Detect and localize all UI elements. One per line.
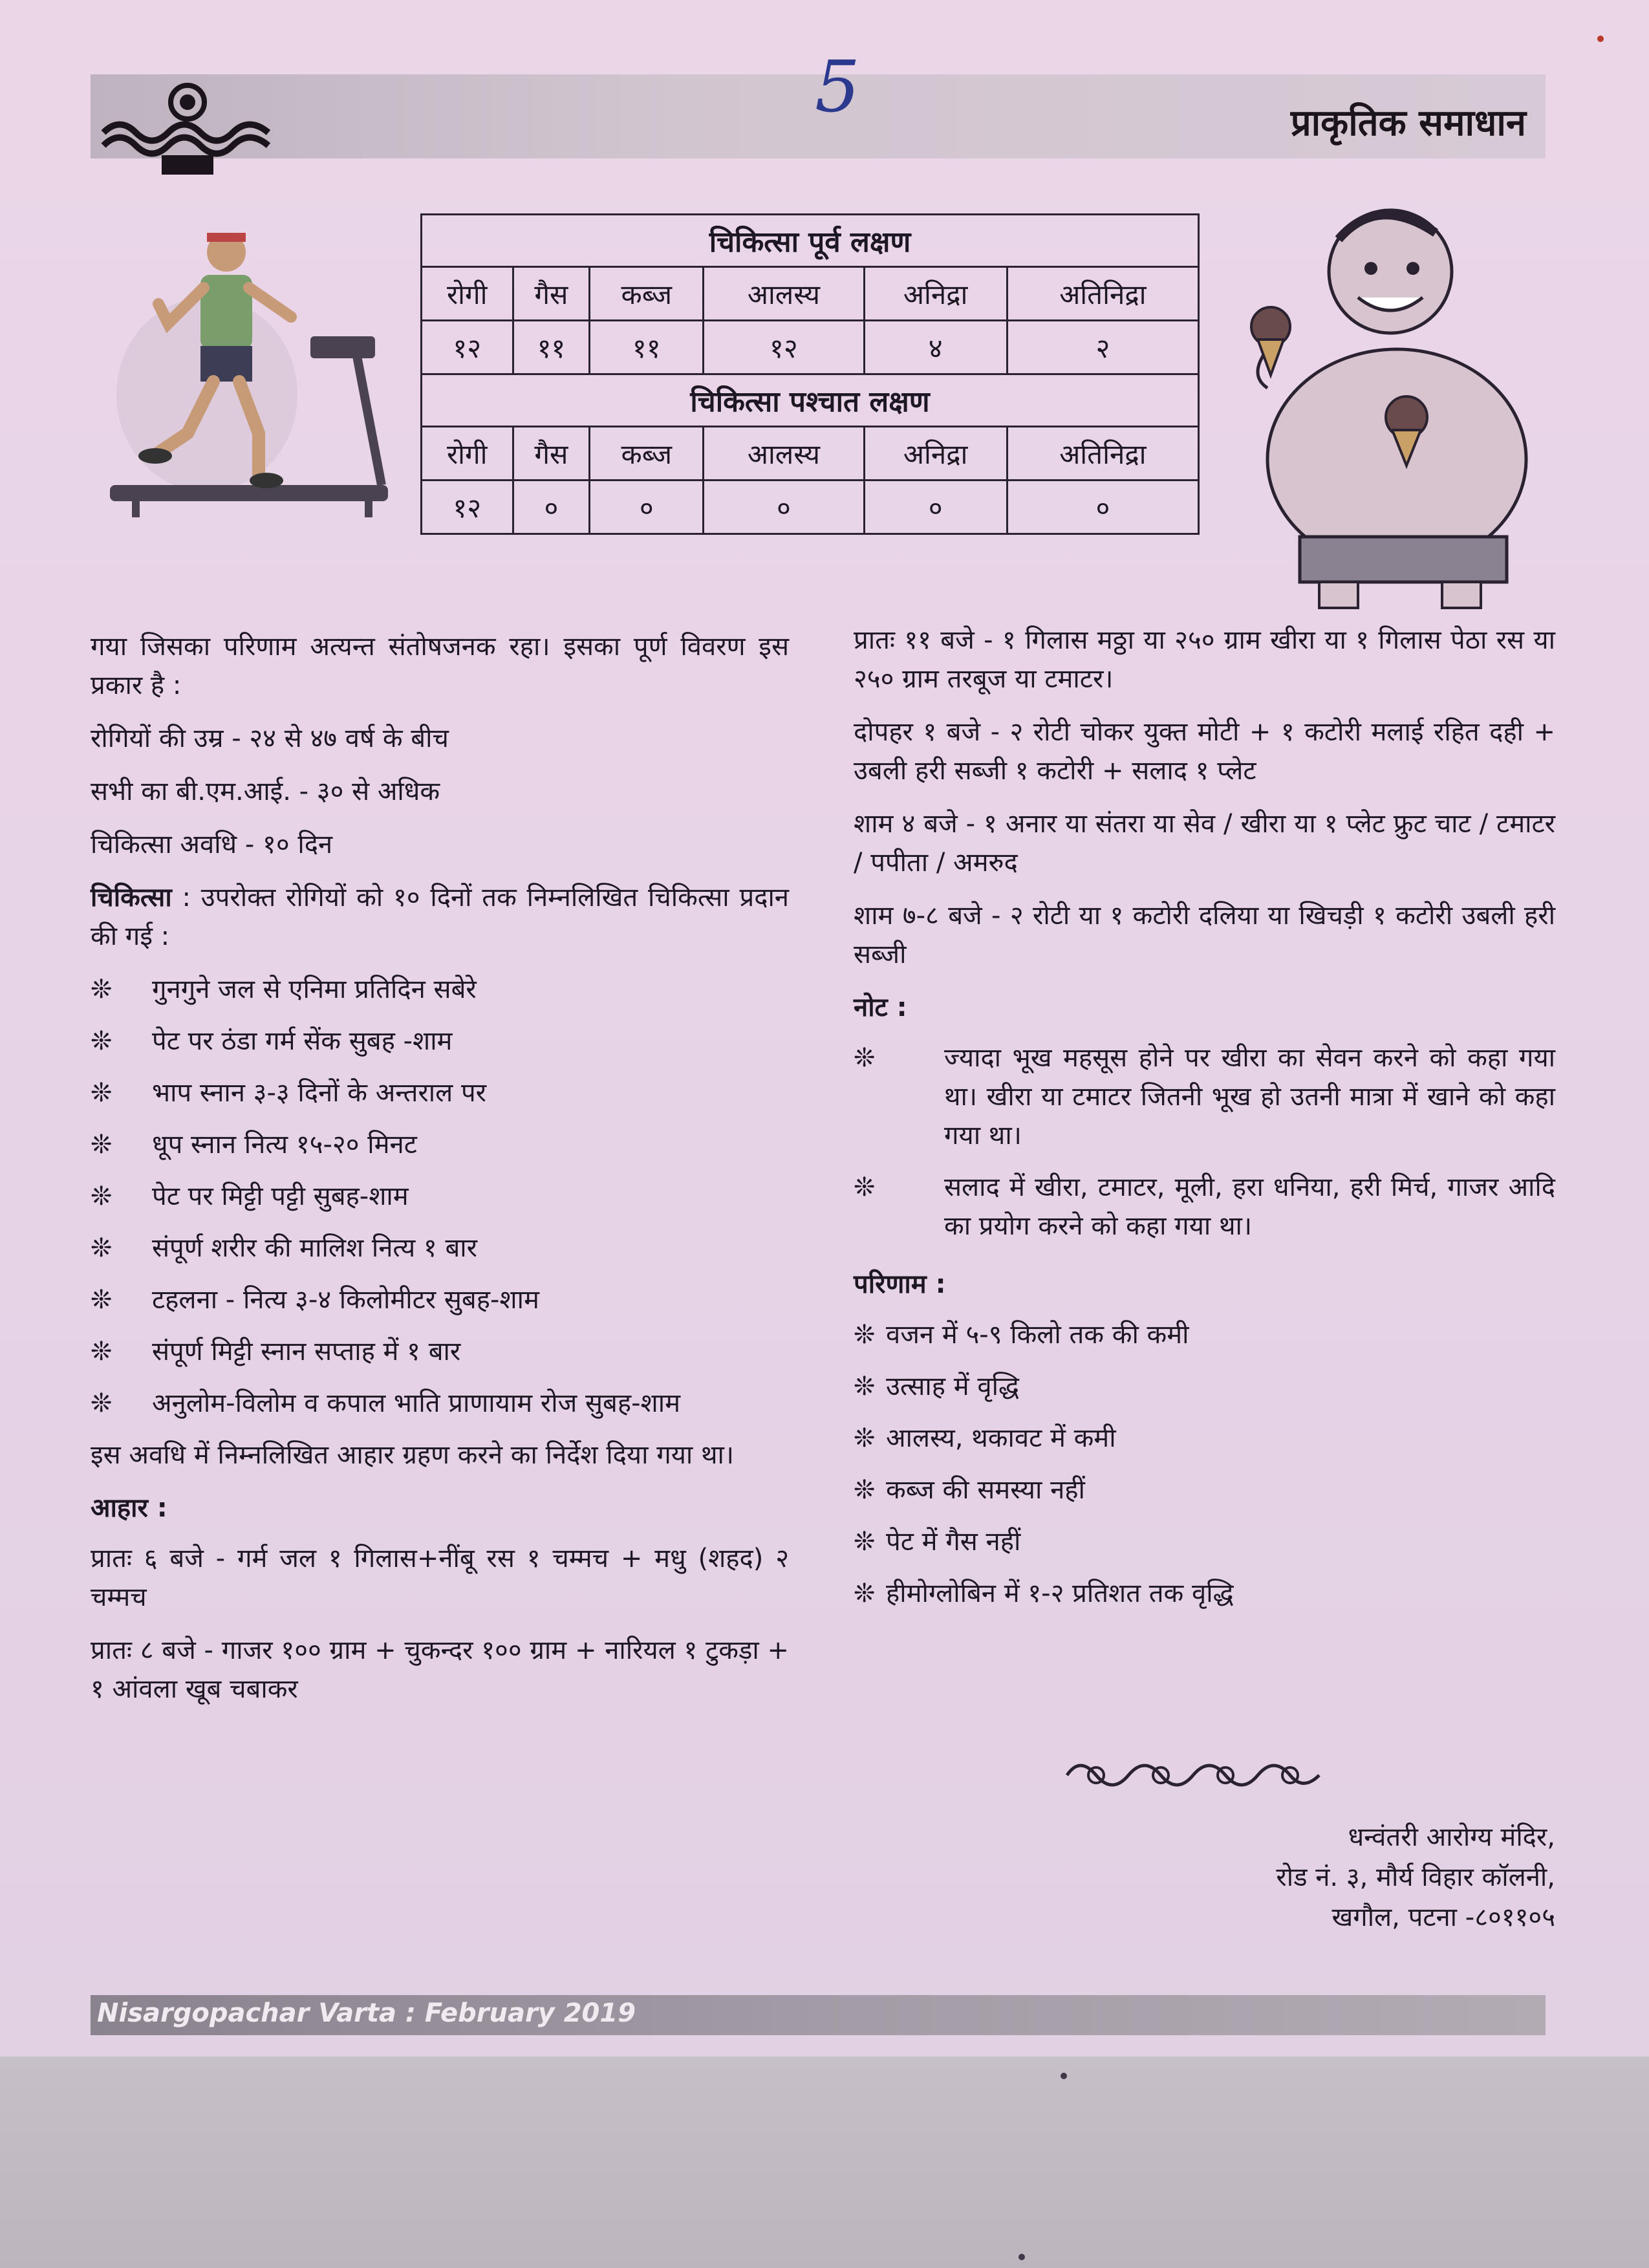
list-item	[91, 1125, 789, 1164]
treadmill-runner-illustration	[97, 226, 407, 524]
diet-7pm: शाम ७-८ बजे - २ रोटी या १ कटोरी दलिया या खिचड़ी १ कटोरी उबली हरी सब्जी	[854, 901, 1555, 969]
value-cell: ०	[513, 481, 590, 534]
value-cell: ०	[704, 481, 864, 534]
value-cell: १२	[422, 321, 513, 374]
result-item	[854, 1315, 1555, 1354]
asterisk-icon: ❊	[854, 1579, 876, 1608]
header-cell: आलस्य	[704, 427, 864, 481]
diet-heading: आहार :	[91, 1493, 167, 1523]
value-cell: १२	[704, 321, 864, 374]
asterisk-icon: ❊	[91, 1026, 113, 1056]
address-line: खगौल, पटना -८०११०५	[1331, 1903, 1555, 1932]
address-block	[1276, 1817, 1555, 1938]
header-cell: अतिनिद्रा	[1007, 267, 1198, 321]
section-title: प्राकृतिक समाधान	[1290, 102, 1526, 144]
list-item-text: संपूर्ण शरीर की मालिश नित्य १ बार	[152, 1233, 478, 1263]
scan-speck	[1597, 36, 1604, 42]
asterisk-icon: ❊	[854, 1423, 876, 1453]
list-item-text: पेट पर मिट्टी पट्टी सुबह-शाम	[152, 1182, 409, 1211]
list-item-text: पेट पर ठंडा गर्म सेंक सुबह -शाम	[152, 1026, 453, 1056]
value-cell: ०	[1007, 481, 1198, 534]
note-heading: नोट :	[854, 993, 907, 1022]
asterisk-icon: ❊	[854, 1475, 876, 1505]
asterisk-icon: ❊	[91, 1182, 113, 1211]
value-cell: ११	[590, 321, 704, 374]
value-cell: ४	[864, 321, 1007, 374]
asterisk-icon: ❊	[854, 1320, 876, 1350]
header-cell: गैस	[513, 267, 590, 321]
list-item	[91, 1384, 789, 1423]
ornamental-divider-icon	[1061, 1746, 1345, 1804]
asterisk-icon: ❊	[91, 1337, 113, 1366]
bmi-line: सभी का बी.एम.आई. - ३० से अधिक	[91, 777, 440, 806]
list-item	[91, 1229, 789, 1268]
overweight-man-cartoon-illustration	[1229, 200, 1552, 614]
scanner-bed-strip	[0, 2057, 1649, 2268]
value-cell: ०	[864, 481, 1007, 534]
duration-line: चिकित्सा अवधि - १० दिन	[91, 830, 333, 859]
list-item-text: संपूर्ण मिट्टी स्नान सप्ताह में १ बार	[152, 1337, 461, 1366]
asterisk-icon: ❊	[854, 1527, 876, 1557]
table-caption-after: चिकित्सा पश्चात लक्षण	[422, 374, 1199, 427]
diet-4pm: शाम ४ बजे - १ अनार या संतरा या सेव / खीरा या १ प्लेट फ्रुट चाट / टमाटर / पपीता / अमरुद	[854, 809, 1555, 878]
header-cell: अनिद्रा	[864, 267, 1007, 321]
asterisk-icon: ❊	[854, 1043, 876, 1073]
footer-magazine-title: Nisargopachar Varta : February 2019	[97, 1998, 636, 2028]
result-item	[854, 1522, 1555, 1561]
header-cell: गैस	[513, 427, 590, 481]
list-item	[91, 1177, 789, 1216]
table-header-row	[422, 427, 1199, 481]
table-row-after	[422, 481, 1199, 534]
asterisk-icon: ❊	[91, 1078, 113, 1108]
handwritten-page-number: 5	[815, 45, 860, 128]
table-caption-before: चिकित्सा पूर्व लक्षण	[422, 215, 1199, 267]
asterisk-icon: ❊	[854, 1172, 876, 1202]
header-cell: कब्ज	[590, 267, 704, 321]
result-text: कब्ज की समस्या नहीं	[886, 1475, 1085, 1505]
right-column	[854, 621, 1555, 1626]
list-item-text: अनुलोम-विलोम व कपाल भाति प्राणायाम रोज सुबह-शाम	[152, 1388, 680, 1418]
list-item	[91, 1280, 789, 1319]
list-item	[91, 970, 789, 1009]
note-item	[854, 1039, 1555, 1155]
result-text: पेट में गैस नहीं	[886, 1527, 1021, 1557]
header-cell: आलस्य	[704, 267, 864, 321]
header-cell: रोगी	[422, 267, 513, 321]
result-text: उत्साह में वृद्धि	[886, 1372, 1019, 1401]
value-cell: १२	[422, 481, 513, 534]
therapy-paragraph	[91, 878, 789, 956]
list-item	[91, 1074, 789, 1112]
table-row-before	[422, 321, 1199, 374]
list-item-text: टहलना - नित्य ३-४ किलोमीटर सुबह-शाम	[152, 1285, 539, 1315]
result-text: आलस्य, थकावट में कमी	[886, 1423, 1116, 1453]
header-cell: कब्ज	[590, 427, 704, 481]
therapy-label: चिकित्सा	[91, 883, 172, 913]
result-text: हीमोग्लोबिन में १-२ प्रतिशत तक वृद्धि	[886, 1579, 1234, 1608]
sun-waves-logo-icon	[97, 71, 278, 181]
left-column	[91, 627, 789, 1723]
result-text: वजन में ५-९ किलो तक की कमी	[886, 1320, 1189, 1350]
asterisk-icon: ❊	[91, 975, 113, 1004]
result-item	[854, 1419, 1555, 1458]
header-cell: अनिद्रा	[864, 427, 1007, 481]
result-item	[854, 1471, 1555, 1509]
list-item-text: गुनगुने जल से एनिमा प्रतिदिन सबेरे	[152, 975, 477, 1004]
diet-8am: प्रातः ८ बजे - गाजर १०० ग्राम + चुकन्दर १०० ग्राम + नारियल १ टुकड़ा + १ आंवला खूब चबाकर	[91, 1636, 789, 1704]
table-header-row	[422, 267, 1199, 321]
list-item-text: धूप स्नान नित्य १५-२० मिनट	[152, 1130, 417, 1160]
diet-1pm: दोपहर १ बजे - २ रोटी चोकर युक्त मोटी + १ कटोरी मलाई रहित दही + उबली हरी सब्जी १ कटोरी + सलाद १ प्लेट	[854, 717, 1555, 786]
asterisk-icon: ❊	[854, 1372, 876, 1401]
scan-speck	[1061, 2073, 1067, 2079]
asterisk-icon: ❊	[91, 1388, 113, 1418]
result-heading: परिणाम :	[854, 1269, 946, 1299]
age-line: रोगियों की उम्र - २४ से ४७ वर्ष के बीच	[91, 724, 449, 753]
diet-11am: प्रातः ११ बजे - १ गिलास मठ्ठा या २५० ग्राम खीरा या १ गिलास पेठा रस या २५० ग्राम तरबूज या टमाटर।	[854, 625, 1555, 694]
asterisk-icon: ❊	[91, 1285, 113, 1315]
list-item	[91, 1332, 789, 1371]
note-text: ज्यादा भूख महसूस होने पर खीरा का सेवन करने को कहा गया था। खीरा या टमाटर जितनी भूख हो उतनी मात्रा में खाने को कहा गया था।	[944, 1043, 1555, 1150]
note-text: सलाद में खीरा, टमाटर, मूली, हरा धनिया, हरी मिर्च, गाजर आदि का प्रयोग करने को कहा गया था।	[944, 1172, 1555, 1241]
note-item	[854, 1168, 1555, 1246]
diet-intro-paragraph: इस अवधि में निम्नलिखित आहार ग्रहण करने का निर्देश दिया गया था।	[91, 1440, 735, 1470]
list-item-text: भाप स्नान ३-३ दिनों के अन्तराल पर	[152, 1078, 487, 1108]
asterisk-icon: ❊	[91, 1130, 113, 1160]
value-cell: ०	[590, 481, 704, 534]
intro-paragraph: गया जिसका परिणाम अत्यन्त संतोषजनक रहा। इसका पूर्ण विवरण इस प्रकार है :	[91, 632, 789, 700]
result-item	[854, 1574, 1555, 1613]
address-line: रोड नं. ३, मौर्य विहार कॉलनी,	[1276, 1863, 1555, 1892]
symptom-table	[420, 213, 1200, 535]
diet-6am: प्रातः ६ बजे - गर्म जल १ गिलास+नींबू रस १ चम्मच + मधु (शहद) २ चम्मच	[91, 1544, 789, 1612]
result-item	[854, 1367, 1555, 1406]
header-cell: रोगी	[422, 427, 513, 481]
list-item	[91, 1022, 789, 1061]
address-line: धन्वंतरी आरोग्य मंदिर,	[1348, 1822, 1555, 1852]
value-cell: २	[1007, 321, 1198, 374]
header-cell: अतिनिद्रा	[1007, 427, 1198, 481]
scan-speck	[1018, 2254, 1025, 2260]
value-cell: ११	[513, 321, 590, 374]
asterisk-icon: ❊	[91, 1233, 113, 1263]
therapy-text: : उपरोक्त रोगियों को १० दिनों तक निम्नलिखित चिकित्सा प्रदान की गई :	[91, 883, 790, 951]
